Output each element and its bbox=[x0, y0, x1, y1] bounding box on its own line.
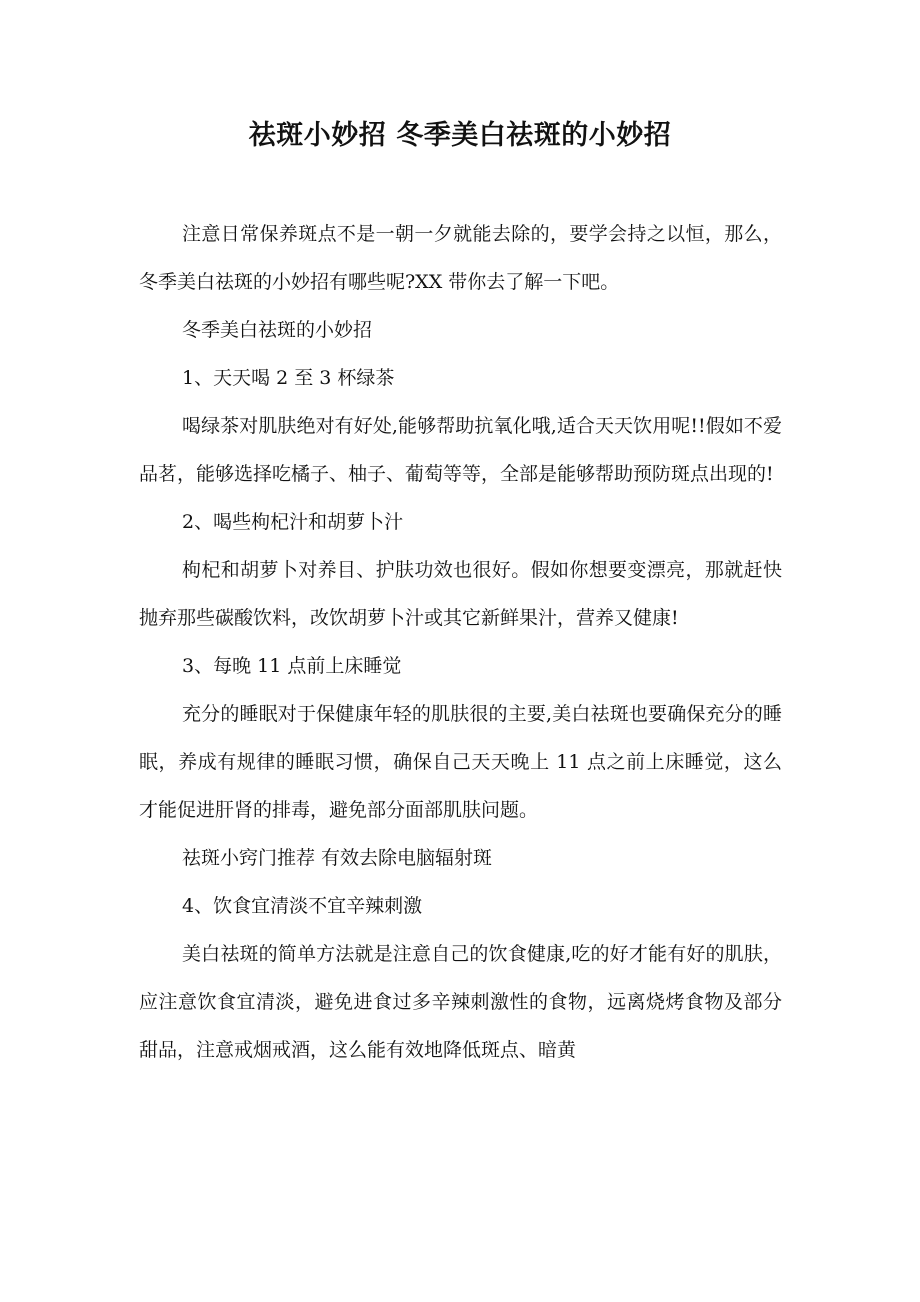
document-title: 祛斑小妙招 冬季美白祛斑的小妙招 bbox=[248, 120, 672, 151]
tip-1-paragraph: 喝绿茶对肌肤绝对有好处,能够帮助抗氧化哦,适合天天饮用呢!!假如不爱品茗，能够选择吃橘子、柚子、葡萄等等，全部是能够帮助预防斑点出现的! bbox=[139, 415, 782, 485]
intro-paragraph: 注意日常保养斑点不是一朝一夕就能去除的，要学会持之以恒，那么，冬季美白祛斑的小妙招有哪些呢?XX 带你去了解一下吧。 bbox=[139, 223, 782, 293]
tip-3-paragraph: 充分的睡眠对于保健康年轻的肌肤很的主要,美白祛斑也要确保充分的睡眠，养成有规律的睡眠习惯，确保自己天天晚上 11 点之前上床睡觉，这么才能促进肝肾的排毒，避免部分面部肌肤问题。 bbox=[139, 703, 782, 821]
recommend-heading: 祛斑小窍门推荐 有效去除电脑辐射斑 bbox=[182, 847, 493, 869]
section-heading: 冬季美白祛斑的小妙招 bbox=[182, 319, 373, 341]
tip-2-heading: 2、喝些枸杞汁和胡萝卜汁 bbox=[182, 511, 404, 533]
tip-2-paragraph: 枸杞和胡萝卜对养目、护肤功效也很好。假如你想要变漂亮，那就赶快抛弃那些碳酸饮料，改饮胡萝卜汁或其它新鲜果汁，营养又健康! bbox=[139, 559, 782, 629]
document-body bbox=[139, 210, 782, 1074]
tip-4-paragraph: 美白祛斑的简单方法就是注意自己的饮食健康,吃的好才能有好的肌肤，应注意饮食宜清淡，避免进食过多辛辣刺激性的食物，远离烧烤食物及部分甜品，注意戒烟戒酒，这么能有效地降低斑点、暗黄 bbox=[139, 943, 782, 1061]
tip-1-heading: 1、天天喝 2 至 3 杯绿茶 bbox=[182, 367, 395, 389]
tip-4-heading: 4、饮食宜清淡不宜辛辣刺激 bbox=[182, 895, 423, 917]
tip-3-heading: 3、每晚 11 点前上床睡觉 bbox=[182, 655, 402, 677]
